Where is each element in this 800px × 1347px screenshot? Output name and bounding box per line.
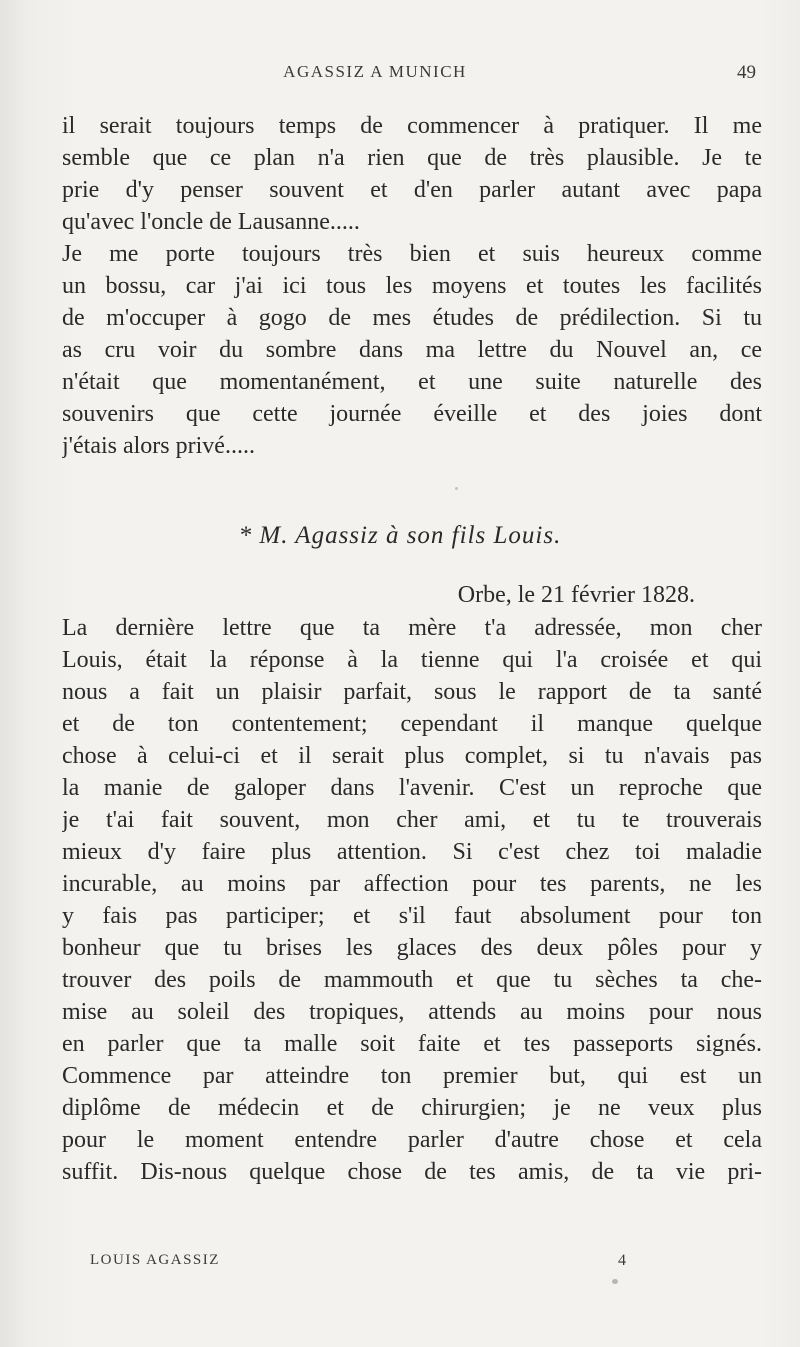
text-line: bonheur que tu brises les glaces des deux pôles pour y — [62, 935, 762, 961]
page-number: 49 — [737, 62, 756, 83]
paper-speck — [455, 487, 458, 490]
text-line: qu'avec l'oncle de Lausanne..... — [62, 209, 360, 235]
text-line: La dernière lettre que ta mère t'a adressée, mon cher — [62, 615, 762, 641]
text-line: mieux d'y faire plus attention. Si c'est chez toi maladie — [62, 839, 762, 865]
text-line: semble que ce plan n'a rien que de très plausible. Je te — [62, 145, 762, 171]
text-block-1 — [62, 110, 762, 462]
text-line: j'étais alors privé..... — [62, 433, 255, 459]
text-line: Commence par atteindre ton premier but, qui est un — [62, 1063, 762, 1089]
text-line: mise au soleil des tropiques, attends au moins pour nous — [62, 999, 762, 1025]
text-line: y fais pas participer; et s'il faut absolument pour ton — [62, 903, 762, 929]
text-line: suffit. Dis-nous quelque chose de tes amis, de ta vie pri- — [62, 1159, 762, 1185]
text-line: Je me porte toujours très bien et suis heureux comme — [62, 241, 762, 267]
text-line: la manie de galoper dans l'avenir. C'est un reproche que — [62, 775, 762, 801]
text-line: n'était que momentanément, et une suite naturelle des — [62, 369, 762, 395]
text-line: et de ton contentement; cependant il manque quelque — [62, 711, 762, 737]
text-line: diplôme de médecin et de chirurgien; je ne veux plus — [62, 1095, 762, 1121]
text-line: souvenirs que cette journée éveille et des joies dont — [62, 401, 762, 427]
text-line: de m'occuper à gogo de mes études de prédilection. Si tu — [62, 305, 762, 331]
signature-mark: LOUIS AGASSIZ — [90, 1252, 220, 1268]
text-line: as cru voir du sombre dans ma lettre du Nouvel an, ce — [62, 337, 762, 363]
text-line: Louis, était la réponse à la tienne qui l'a croisée et qui — [62, 647, 762, 673]
text-line: pour le moment entendre parler d'autre chose et cela — [62, 1127, 762, 1153]
text-line: incurable, au moins par affection pour tes parents, ne les — [62, 871, 762, 897]
text-line: en parler que ta malle soit faite et tes passeports signés. — [62, 1031, 762, 1057]
text-line: trouver des poils de mammouth et que tu sèches ta che- — [62, 967, 762, 993]
text-line: prie d'y penser souvent et d'en parler autant avec papa — [62, 177, 762, 203]
text-line: je t'ai fait souvent, mon cher ami, et tu te trouverais — [62, 807, 762, 833]
text-block-2 — [62, 612, 762, 1188]
text-line: il serait toujours temps de commencer à pratiquer. Il me — [62, 113, 762, 139]
running-title: AGASSIZ A MUNICH — [283, 62, 467, 81]
text-line: nous a fait un plaisir parfait, sous le rapport de ta santé — [62, 679, 762, 705]
dateline: Orbe, le 21 février 1828. — [457, 582, 695, 608]
text-line: chose à celui-ci et il serait plus complet, si tu n'avais pas — [62, 743, 762, 769]
letter-heading: * M. Agassiz à son fils Louis. — [238, 522, 562, 549]
signature-number: 4 — [618, 1252, 626, 1269]
page-footer — [0, 1252, 800, 1274]
ink-dot — [612, 1279, 618, 1284]
running-head — [0, 62, 800, 86]
text-line: un bossu, car j'ai ici tous les moyens et toutes les facilités — [62, 273, 762, 299]
